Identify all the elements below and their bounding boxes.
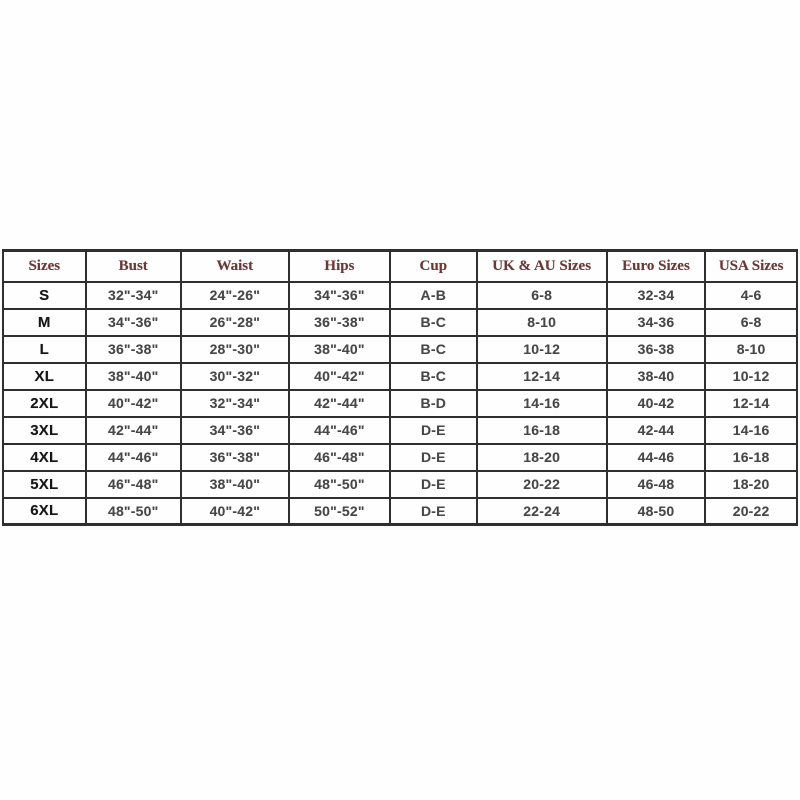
size-chart-table-wrapper bbox=[2, 249, 798, 526]
value-cell: 34"-36" bbox=[289, 282, 390, 309]
value-cell: 6-8 bbox=[477, 282, 607, 309]
value-cell: 42-44 bbox=[607, 417, 705, 444]
value-cell: 44"-46" bbox=[289, 417, 390, 444]
value-cell: 16-18 bbox=[705, 444, 797, 471]
value-cell: 46"-48" bbox=[289, 444, 390, 471]
value-cell: 20-22 bbox=[477, 471, 607, 498]
column-header-sizes: Sizes bbox=[3, 251, 86, 282]
value-cell: 40"-42" bbox=[181, 498, 289, 525]
value-cell: D-E bbox=[390, 444, 477, 471]
value-cell: 36-38 bbox=[607, 336, 705, 363]
value-cell: 34"-36" bbox=[86, 309, 181, 336]
value-cell: 40-42 bbox=[607, 390, 705, 417]
header-row bbox=[3, 251, 797, 282]
size-label-cell: L bbox=[3, 336, 86, 363]
value-cell: 38-40 bbox=[607, 363, 705, 390]
value-cell: 36"-38" bbox=[86, 336, 181, 363]
column-header-waist: Waist bbox=[181, 251, 289, 282]
value-cell: 16-18 bbox=[477, 417, 607, 444]
table-row-4xl bbox=[3, 444, 797, 471]
value-cell: 32"-34" bbox=[86, 282, 181, 309]
value-cell: D-E bbox=[390, 417, 477, 444]
value-cell: 30"-32" bbox=[181, 363, 289, 390]
value-cell: 22-24 bbox=[477, 498, 607, 525]
size-label-cell: M bbox=[3, 309, 86, 336]
table-row-2xl bbox=[3, 390, 797, 417]
value-cell: 12-14 bbox=[477, 363, 607, 390]
value-cell: B-C bbox=[390, 363, 477, 390]
value-cell: 36"-38" bbox=[289, 309, 390, 336]
value-cell: 32"-34" bbox=[181, 390, 289, 417]
table-row-xl bbox=[3, 363, 797, 390]
table-row-l bbox=[3, 336, 797, 363]
value-cell: 20-22 bbox=[705, 498, 797, 525]
value-cell: 50"-52" bbox=[289, 498, 390, 525]
value-cell: 34"-36" bbox=[181, 417, 289, 444]
value-cell: 28"-30" bbox=[181, 336, 289, 363]
column-header-usa-sizes: USA Sizes bbox=[705, 251, 797, 282]
value-cell: 26"-28" bbox=[181, 309, 289, 336]
table-row-s bbox=[3, 282, 797, 309]
column-header-bust: Bust bbox=[86, 251, 181, 282]
value-cell: 46"-48" bbox=[86, 471, 181, 498]
column-header-uk-au-sizes: UK & AU Sizes bbox=[477, 251, 607, 282]
size-label-cell: 6XL bbox=[3, 498, 86, 525]
value-cell: 4-6 bbox=[705, 282, 797, 309]
value-cell: B-D bbox=[390, 390, 477, 417]
value-cell: 42"-44" bbox=[289, 390, 390, 417]
value-cell: 40"-42" bbox=[289, 363, 390, 390]
table-row-3xl bbox=[3, 417, 797, 444]
value-cell: 10-12 bbox=[477, 336, 607, 363]
value-cell: 8-10 bbox=[705, 336, 797, 363]
value-cell: 38"-40" bbox=[181, 471, 289, 498]
value-cell: 24"-26" bbox=[181, 282, 289, 309]
value-cell: 48"-50" bbox=[86, 498, 181, 525]
value-cell: B-C bbox=[390, 336, 477, 363]
value-cell: 44-46 bbox=[607, 444, 705, 471]
table-row-m bbox=[3, 309, 797, 336]
size-label-cell: 2XL bbox=[3, 390, 86, 417]
size-label-cell: 4XL bbox=[3, 444, 86, 471]
value-cell: D-E bbox=[390, 498, 477, 525]
size-chart-table bbox=[2, 249, 798, 526]
value-cell: 44"-46" bbox=[86, 444, 181, 471]
value-cell: 36"-38" bbox=[181, 444, 289, 471]
value-cell: 14-16 bbox=[705, 417, 797, 444]
value-cell: 10-12 bbox=[705, 363, 797, 390]
value-cell: 18-20 bbox=[477, 444, 607, 471]
value-cell: D-E bbox=[390, 471, 477, 498]
value-cell: 42"-44" bbox=[86, 417, 181, 444]
size-label-cell: S bbox=[3, 282, 86, 309]
value-cell: 32-34 bbox=[607, 282, 705, 309]
value-cell: 38"-40" bbox=[86, 363, 181, 390]
value-cell: B-C bbox=[390, 309, 477, 336]
value-cell: 48-50 bbox=[607, 498, 705, 525]
table-row-6xl bbox=[3, 498, 797, 525]
value-cell: 48"-50" bbox=[289, 471, 390, 498]
value-cell: 38"-40" bbox=[289, 336, 390, 363]
value-cell: 40"-42" bbox=[86, 390, 181, 417]
column-header-euro-sizes: Euro Sizes bbox=[607, 251, 705, 282]
value-cell: 8-10 bbox=[477, 309, 607, 336]
size-label-cell: 5XL bbox=[3, 471, 86, 498]
value-cell: 46-48 bbox=[607, 471, 705, 498]
value-cell: 12-14 bbox=[705, 390, 797, 417]
size-label-cell: XL bbox=[3, 363, 86, 390]
value-cell: A-B bbox=[390, 282, 477, 309]
column-header-hips: Hips bbox=[289, 251, 390, 282]
table-row-5xl bbox=[3, 471, 797, 498]
value-cell: 6-8 bbox=[705, 309, 797, 336]
value-cell: 14-16 bbox=[477, 390, 607, 417]
column-header-cup: Cup bbox=[390, 251, 477, 282]
size-label-cell: 3XL bbox=[3, 417, 86, 444]
value-cell: 34-36 bbox=[607, 309, 705, 336]
value-cell: 18-20 bbox=[705, 471, 797, 498]
